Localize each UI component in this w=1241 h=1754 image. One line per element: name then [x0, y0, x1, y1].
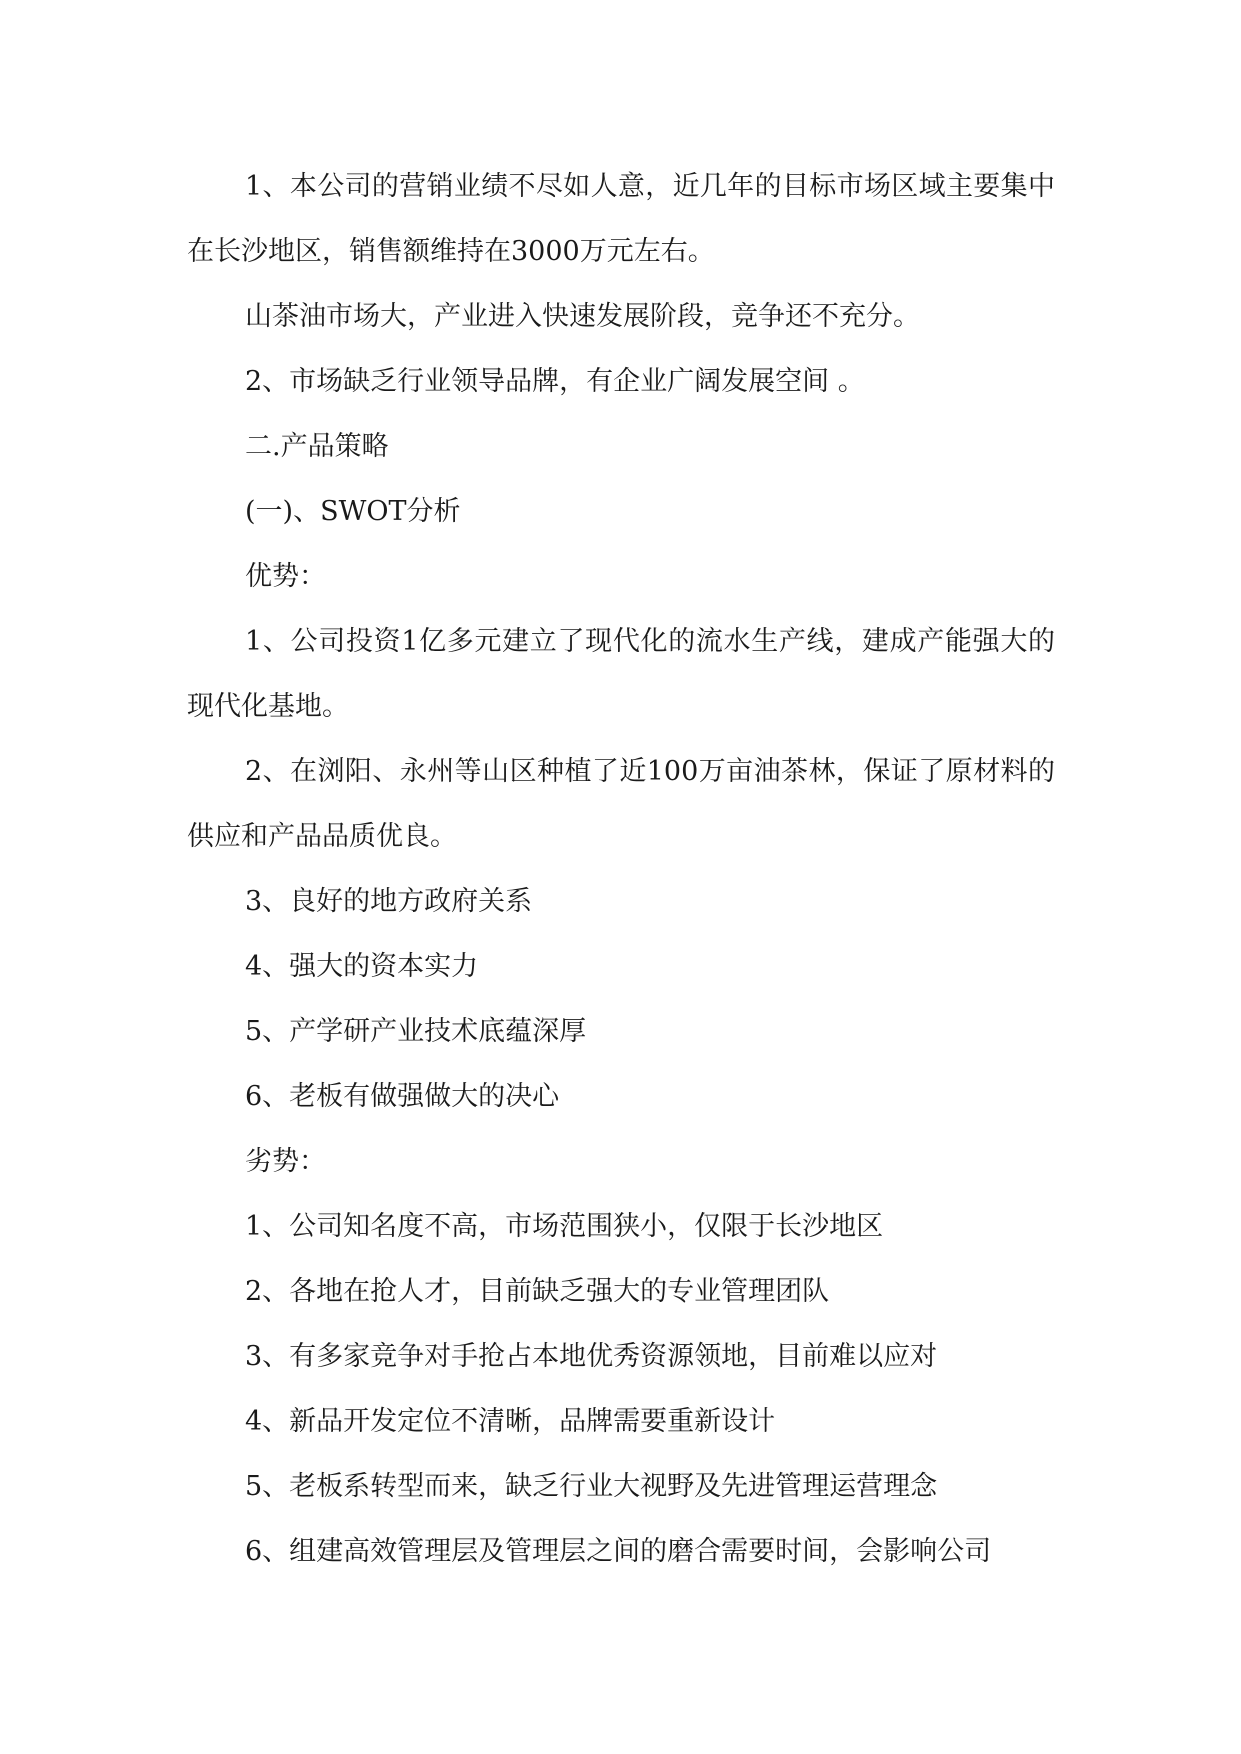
strengths-heading: 优势： [245, 561, 326, 592]
weakness-item: 2、各地在抢人才，目前缺乏强大的专业管理团队 [245, 1276, 830, 1307]
weakness-item: 1、公司知名度不高，市场范围狭小，仅限于长沙地区 [245, 1211, 884, 1242]
subsection-heading-swot: (一)、SWOT分析 [245, 496, 461, 527]
strength-item: 3、良好的地方政府关系 [245, 886, 533, 917]
strength-item: 4、强大的资本实力 [245, 951, 479, 982]
weaknesses-heading: 劣势： [245, 1146, 326, 1177]
paragraph-sales-performance: 1、本公司的营销业绩不尽如人意，近几年的目标市场区域主要集中在长沙地区，销售额维持在3000万元左右。 [187, 171, 1055, 267]
weakness-item: 3、有多家竞争对手抢占本地优秀资源领地，目前难以应对 [245, 1341, 938, 1372]
strength-item: 1、公司投资1亿多元建立了现代化的流水生产线，建成产能强大的现代化基地。 [187, 626, 1055, 722]
weakness-item: 4、新品开发定位不清晰，品牌需要重新设计 [245, 1406, 776, 1437]
paragraph-market-size: 山茶油市场大，产业进入快速发展阶段，竞争还不充分。 [245, 301, 920, 332]
weakness-item: 5、老板系转型而来，缺乏行业大视野及先进管理运营理念 [245, 1471, 938, 1502]
strength-item: 5、产学研产业技术底蕴深厚 [245, 1016, 587, 1047]
section-heading-product-strategy: 二.产品策略 [245, 431, 389, 462]
weakness-item: 6、组建高效管理层及管理层之间的磨合需要时间，会影响公司 [245, 1536, 992, 1567]
document-body [187, 154, 1055, 1584]
strength-item: 6、老板有做强做大的决心 [245, 1081, 560, 1112]
paragraph-leader-brand: 2、市场缺乏行业领导品牌，有企业广阔发展空间 。 [245, 366, 865, 397]
strength-item: 2、在浏阳、永州等山区种植了近100万亩油茶林，保证了原材料的供应和产品品质优良。 [187, 756, 1055, 852]
